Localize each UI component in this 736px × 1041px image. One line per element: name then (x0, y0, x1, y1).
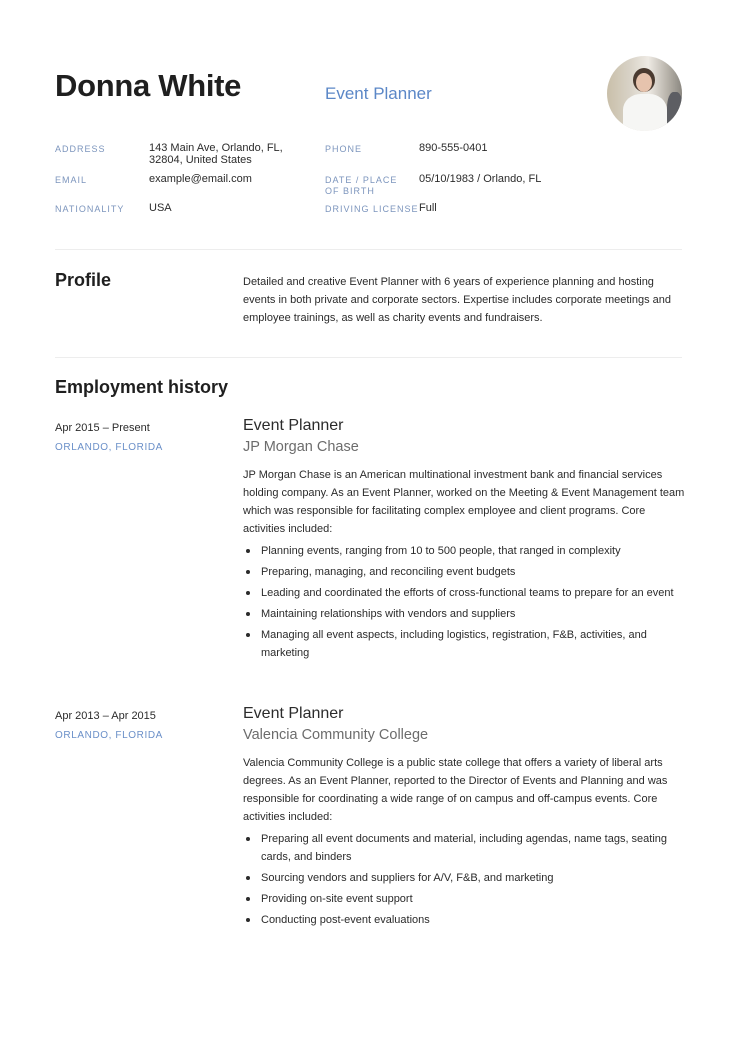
profile-photo (607, 56, 682, 131)
bullet-item (243, 563, 683, 581)
profile-text: Detailed and creative Event Planner with 6 years of experience planning and hosting events in both private and corporate sectors. Expertise includes corporate meetings and employee trainings, as well as charity events and fundraisers. (243, 276, 672, 324)
job-description: JP Morgan Chase is an American multinational investment bank and financial services holding company. As an Event Planner, worked on the Meeting & Event Management team which was responsible for facilitating complex employee and client programs. Core activities included: (243, 469, 685, 535)
photo-face (636, 73, 652, 92)
bullet-icon (246, 918, 250, 922)
bullet-item (243, 869, 688, 887)
email-label: EMAIL (55, 175, 88, 185)
bullet-text: Leading and coordinated the efforts of cross-functional teams to prepare for an event (261, 587, 674, 599)
dob-label: DATE / PLACE OF BIRTH (325, 175, 398, 196)
bullet-icon (246, 612, 250, 616)
photo-shirt (623, 94, 667, 131)
job-role: Event Planner (243, 417, 344, 434)
candidate-name: Donna White (55, 68, 242, 103)
license-value: Full (419, 202, 437, 214)
bullet-text: Planning events, ranging from 10 to 500 people, that ranged in complexity (261, 545, 621, 557)
bullet-icon (246, 591, 250, 595)
job-role: Event Planner (243, 705, 344, 722)
bullet-item (243, 890, 688, 908)
job-company: JP Morgan Chase (243, 439, 359, 455)
bullet-text: Sourcing vendors and suppliers for A/V, F&B, and marketing (261, 872, 554, 884)
nationality-label: NATIONALITY (55, 204, 125, 214)
candidate-title: Event Planner (325, 84, 432, 103)
bullet-icon (246, 837, 250, 841)
divider (55, 249, 682, 250)
bullet-text: Managing all event aspects, including logistics, registration, F&B, activities, and marketing (261, 629, 647, 659)
bullet-icon (246, 876, 250, 880)
job-dates: Apr 2015 – Present (55, 422, 150, 434)
job-bullets (243, 542, 683, 665)
bullet-item (243, 542, 683, 560)
bullet-text: Providing on-site event support (261, 893, 413, 905)
address-label: ADDRESS (55, 144, 106, 154)
bullet-text: Maintaining relationships with vendors and suppliers (261, 608, 516, 620)
job-location: ORLANDO, FLORIDA (55, 442, 163, 453)
job-bullets (243, 830, 688, 932)
profile-heading: Profile (55, 270, 112, 290)
bullet-icon (246, 570, 250, 574)
bullet-item (243, 911, 688, 929)
nationality-value: USA (149, 202, 172, 214)
phone-label: PHONE (325, 144, 363, 154)
employment-heading: Employment history (55, 377, 229, 397)
license-label: DRIVING LICENSE (325, 204, 419, 214)
bullet-icon (246, 549, 250, 553)
phone-value: 890-555-0401 (419, 142, 488, 154)
address-value: 143 Main Ave, Orlando, FL, 32804, United States (149, 142, 283, 166)
job-company: Valencia Community College (243, 727, 429, 743)
bullet-text: Conducting post-event evaluations (261, 914, 430, 926)
job-description: Valencia Community College is a public state college that offers a variety of liberal arts degrees. As an Event Planner, reported to the Director of Events and Planning and was responsible for coordinating a wide range of on campus and off-campus events. Core activities included: (243, 757, 668, 823)
dob-value: 05/10/1983 / Orlando, FL (419, 173, 542, 185)
bullet-text: Preparing all event documents and material, including agendas, name tags, seating cards, and binders (261, 833, 668, 863)
bullet-text: Preparing, managing, and reconciling event budgets (261, 566, 516, 578)
photo-background-person (667, 92, 682, 131)
bullet-item (243, 830, 688, 866)
bullet-item (243, 584, 683, 602)
bullet-icon (246, 897, 250, 901)
bullet-item (243, 605, 683, 623)
email-value: example@email.com (149, 173, 252, 185)
bullet-icon (246, 633, 250, 637)
job-location: ORLANDO, FLORIDA (55, 730, 163, 741)
divider (55, 357, 682, 358)
job-dates: Apr 2013 – Apr 2015 (55, 710, 156, 722)
bullet-item (243, 626, 683, 662)
